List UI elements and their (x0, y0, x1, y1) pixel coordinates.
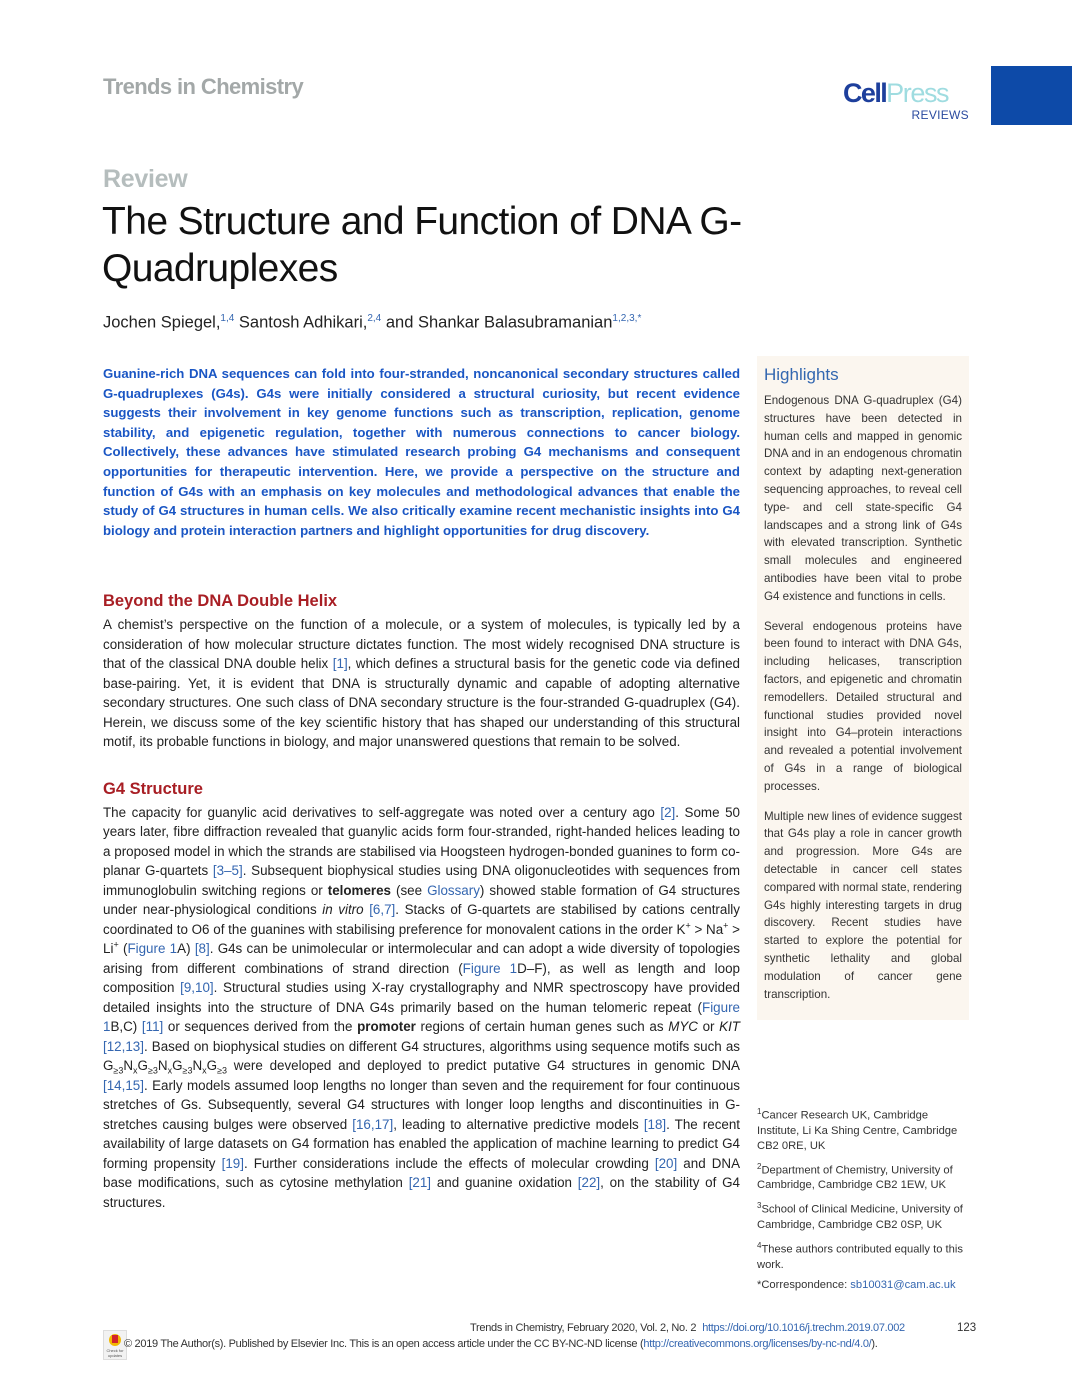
subscript: ≥3 (113, 1065, 124, 1076)
glossary-link[interactable]: Glossary (427, 882, 480, 898)
reference-link[interactable]: [16,17] (352, 1116, 394, 1132)
body-text-run: > Li (103, 921, 740, 956)
license-text-end: ). (871, 1338, 878, 1350)
glossary-term: promoter (357, 1019, 416, 1034)
glossary-term: telomeres (327, 882, 391, 898)
body-text-run: N (123, 1058, 134, 1073)
author-name: Santosh Adhikari, (238, 313, 368, 332)
body-text-run: ( (118, 941, 128, 956)
reference-link[interactable]: [1] (332, 656, 348, 671)
affiliation (757, 1238, 972, 1273)
highlights-title: Highlights (764, 365, 839, 384)
highlight-paragraph: Multiple new lines of evidence suggest that G4s play a role in cancer growth and progression. More G4s are detectable in cancer cell states compared with normal state, rendering G4s highly interesting targets in drug discovery. Recent studies have started to explore the potential for synthetic lethality and global modulation of cancer gene transcription. (764, 809, 962, 1001)
correspondence-email-link[interactable]: sb10031@cam.ac.uk (850, 1278, 956, 1291)
cellpress-logo (843, 78, 973, 123)
reference-link[interactable]: [14,15] (103, 1077, 144, 1093)
body-text-run: N (157, 1058, 168, 1073)
body-text-run: . Early models assumed loop lengths no longer than seven and the requirement for four continuous stretches of Gs. Subsequently, several G4 structures with longer loop lengths and discontinuities in G-stretches causing bulges were observed (103, 1077, 740, 1132)
body-text-run: . G4s can be unimolecular or intermolecular and can adopt a wide diversity of topologies arising from different combinations of strand direction ( (103, 941, 740, 976)
logo-reviews-text: REVIEWS (911, 108, 969, 122)
body-text-run: A chemist’s perspective on the function of a molecule, or a system of molecules, is typically led by a consideration of how molecular structure dictates function. The most widely recognised DNA structure is that of the classical DNA double helix (103, 617, 740, 671)
reference-link[interactable]: [8] (194, 941, 210, 956)
reference-link[interactable]: [19] (221, 1155, 244, 1171)
reference-link[interactable]: [3–5] (212, 863, 243, 878)
affiliation (757, 1159, 972, 1194)
affiliation (757, 1198, 972, 1233)
reference-link[interactable]: [22] (577, 1175, 601, 1190)
bookmark-icon (112, 1335, 118, 1343)
subscript: ≥3 (217, 1065, 228, 1076)
affil-text: These authors contributed equally to this work. (757, 1243, 963, 1271)
body-text-run: ) showed stable formation of G4 structures under near-physiological conditions (103, 882, 740, 917)
doi-link[interactable]: https://doi.org/10.1016/j.trechm.2019.07.002 (702, 1322, 905, 1334)
body-text-run: and DNA base modifications, such as cytosine methylation (103, 1155, 740, 1190)
body-text-run: and guanine oxidation (431, 1175, 578, 1190)
footer-license (124, 1338, 878, 1351)
footer-citation (470, 1322, 905, 1335)
affil-text: Department of Chemistry, University of Cambridge, Cambridge CB2 1EW, UK (757, 1164, 953, 1192)
article-type: Review (103, 165, 188, 193)
reference-link[interactable]: [2] (660, 804, 676, 820)
author-name: and Shankar Balasubramanian (385, 313, 613, 332)
figure-link[interactable]: Figure 1 (127, 941, 178, 956)
license-text: © 2019 The Author(s). Published by Elsevier Inc. This is an open access article under the CC BY-NC-ND license ( (124, 1338, 644, 1350)
body-text-run: B,C) (110, 1019, 142, 1034)
affil-text: Cancer Research UK, Cambridge Institute, Li Ka Shing Centre, Cambridge CB2 0RE, UK (757, 1109, 958, 1152)
brand-color-tab (991, 66, 1072, 125)
subscript: x (167, 1065, 173, 1076)
affiliation (757, 1104, 972, 1154)
body-text-run: The capacity for guanylic acid derivatives to self-aggregate was noted over a century ago (103, 804, 661, 820)
section-heading: G4 Structure (103, 779, 203, 798)
main-column (103, 590, 740, 1238)
page-number: 123 (957, 1322, 977, 1334)
italic-term: in vitro (322, 902, 364, 917)
body-text-run: . Structural studies using X-ray crystallography and NMR spectroscopy have provided detailed insights into the structure of DNA G4s primarily based on the human telomeric repeat ( (103, 980, 740, 1015)
section-body (103, 615, 740, 752)
citation-text: Trends in Chemistry, February 2020, Vol. 2, No. 2 (470, 1322, 697, 1334)
superscript: + (113, 939, 119, 950)
body-text-run: or (697, 1019, 720, 1034)
body-text-run: were developed and deployed to predict putative G4 structures in genomic DNA (227, 1058, 740, 1073)
badge-caption: Check for updates (106, 1348, 124, 1358)
body-text-run: regions of certain human genes such as (415, 1019, 669, 1034)
journal-name: Trends in Chemistry (103, 74, 304, 99)
author-name: Jochen Spiegel, (103, 313, 221, 332)
superscript: + (685, 920, 691, 931)
gene-name: MYC (668, 1019, 698, 1034)
body-text-run: D–F), as well as length and loop composition (103, 960, 740, 995)
body-text-run: G (206, 1058, 218, 1073)
reference-link[interactable]: [18] (643, 1116, 667, 1132)
affil-number: 2 (757, 1161, 762, 1171)
body-text-run: > Na (690, 921, 724, 937)
correspondence (757, 1278, 972, 1293)
body-text-run: , leading to alternative predictive models (393, 1116, 644, 1132)
highlight-paragraph: Several endogenous proteins have been found to interact with DNA G4s, including helicases, transcription factors, and epigenetic and chromatin remodellers. Detailed structural and functional studies provided novel insight into G4–protein interactions and revealed a potential involvement of G4s in a range of biological processes. (764, 619, 962, 793)
figure-link[interactable]: Figure 1 (103, 999, 740, 1034)
figure-link[interactable]: Figure 1 (462, 960, 518, 976)
body-text-run: or sequences derived from the (163, 1019, 358, 1034)
body-text-run: A) (177, 941, 195, 956)
abstract: Guanine-rich DNA sequences can fold into four-stranded, noncanonical secondary structures called G-quadruplexes (G4s). G4s were initially considered a structural curiosity, but recent evidence suggests their involvement in key genome functions such as transcription, replication, genome stability, and epigenetic regulation, together with numerous connections to cancer biology. Collectively, these advances have stimulated research probing G4 mechanisms and consequent opportunities for therapeutic intervention. Here, we provide a perspective on the structure and function of G4s with an emphasis on key molecules and methodological advances that enable the study of G4 structures in human cells. We also critically examine recent mechanistic insights into G4 biology and protein interaction partners and highlight opportunities for drug discovery. (103, 366, 740, 538)
body-text-run: . Further considerations include the effects of molecular crowding (243, 1155, 655, 1171)
subscript: ≥3 (182, 1065, 193, 1076)
section-heading: Beyond the DNA Double Helix (103, 592, 338, 610)
highlights-box (757, 356, 969, 1020)
author-affil-sup[interactable]: 1,2,3,* (612, 313, 642, 324)
affil-number: 1 (757, 1107, 762, 1116)
body-text-run: . Subsequent biophysical studies using DNA oligonucleotides with sequences from immunoglobulin switching regions or (103, 863, 740, 898)
reference-link[interactable]: [6,7] (369, 902, 396, 917)
section-body (103, 803, 740, 1213)
body-text-run: , on the stability of G4 structures. (103, 1175, 741, 1210)
affil-text: School of Clinical Medicine, University of Cambridge, Cambridge CB2 0SP, UK (757, 1204, 963, 1232)
reference-link[interactable]: [21] (408, 1175, 432, 1190)
article-title: The Structure and Function of DNA G-Quadruplexes (102, 200, 742, 290)
gene-name: KIT (719, 1019, 740, 1034)
body-text-run: G (137, 1058, 148, 1073)
correspondence-label: *Correspondence: (757, 1278, 851, 1291)
reference-link[interactable]: [11] (141, 1019, 164, 1034)
affiliations (757, 1104, 972, 1298)
logo-cell-text: Cell (843, 78, 887, 108)
body-text-run: N (192, 1058, 203, 1073)
reference-link[interactable]: [20] (654, 1155, 678, 1171)
body-text-run: . Based on biophysical studies on different G4 structures, algorithms using sequence motifs such as G (103, 1038, 740, 1073)
author-list (103, 313, 641, 333)
body-text-run: (see (391, 882, 428, 898)
subscript: x (133, 1065, 138, 1076)
author-affil-sup[interactable]: 1,4 (220, 313, 235, 324)
logo-press-text: Press (886, 78, 949, 108)
body-text-run: . Some 50 years later, fibre diffraction revealed that guanylic acids form four-stranded, right-handed helices leading to a proposed model in which the strands are stabilised via Hoogsteen hydrogen-bonded guanines to form co-planar G-quartets (103, 804, 740, 878)
affil-number: 4 (757, 1241, 762, 1251)
body-text-run: . The recent availability of large datasets on G4 formation has enabled the application of machine learning to predict G4 forming propensity (103, 1116, 741, 1171)
subscript: ≥3 (147, 1065, 158, 1076)
reference-link[interactable]: [12,13] (103, 1038, 144, 1054)
license-link[interactable]: http://creativecommons.org/licenses/by-nc-nd/4.0/ (643, 1338, 872, 1350)
reference-link[interactable]: [9,10] (180, 980, 214, 995)
superscript: + (723, 920, 729, 931)
body-text-run: , which defines a structural basis for the genetic code via defined base-pairing. Yet, it is evident that DNA is structurally dynamic and capable of adopting alternative secondary structures. One such class of DNA secondary structure is the four-stranded G-quadruplex (G4). Herein, we discuss some of the key scientific history that has shaped our understanding of this structural motif, its probable functions in biology, and major unanswered questions that remain to be solved. (103, 656, 741, 749)
body-text-run: . Stacks of G-quartets are stabilised by cations centrally coordinated to O6 of the guanines with stabilising preference for monovalent cations in the order K (103, 902, 740, 937)
body-text-run: G (172, 1058, 183, 1073)
author-affil-sup[interactable]: 2,4 (367, 313, 382, 324)
subscript: x (202, 1065, 207, 1076)
highlight-paragraph: Endogenous DNA G-quadruplex (G4) structures have been detected in human cells and mapped in genomic DNA and in an endogenous chromatin context by adapting next-generation sequencing approaches, to reveal cell type- and cell state-specific G4 landscapes and a strong link of G4s with elevated transcription. Synthetic small molecules and engineered antibodies have been vital to probe G4 existence and functions in cells. (764, 394, 962, 603)
affil-number: 3 (757, 1201, 762, 1211)
